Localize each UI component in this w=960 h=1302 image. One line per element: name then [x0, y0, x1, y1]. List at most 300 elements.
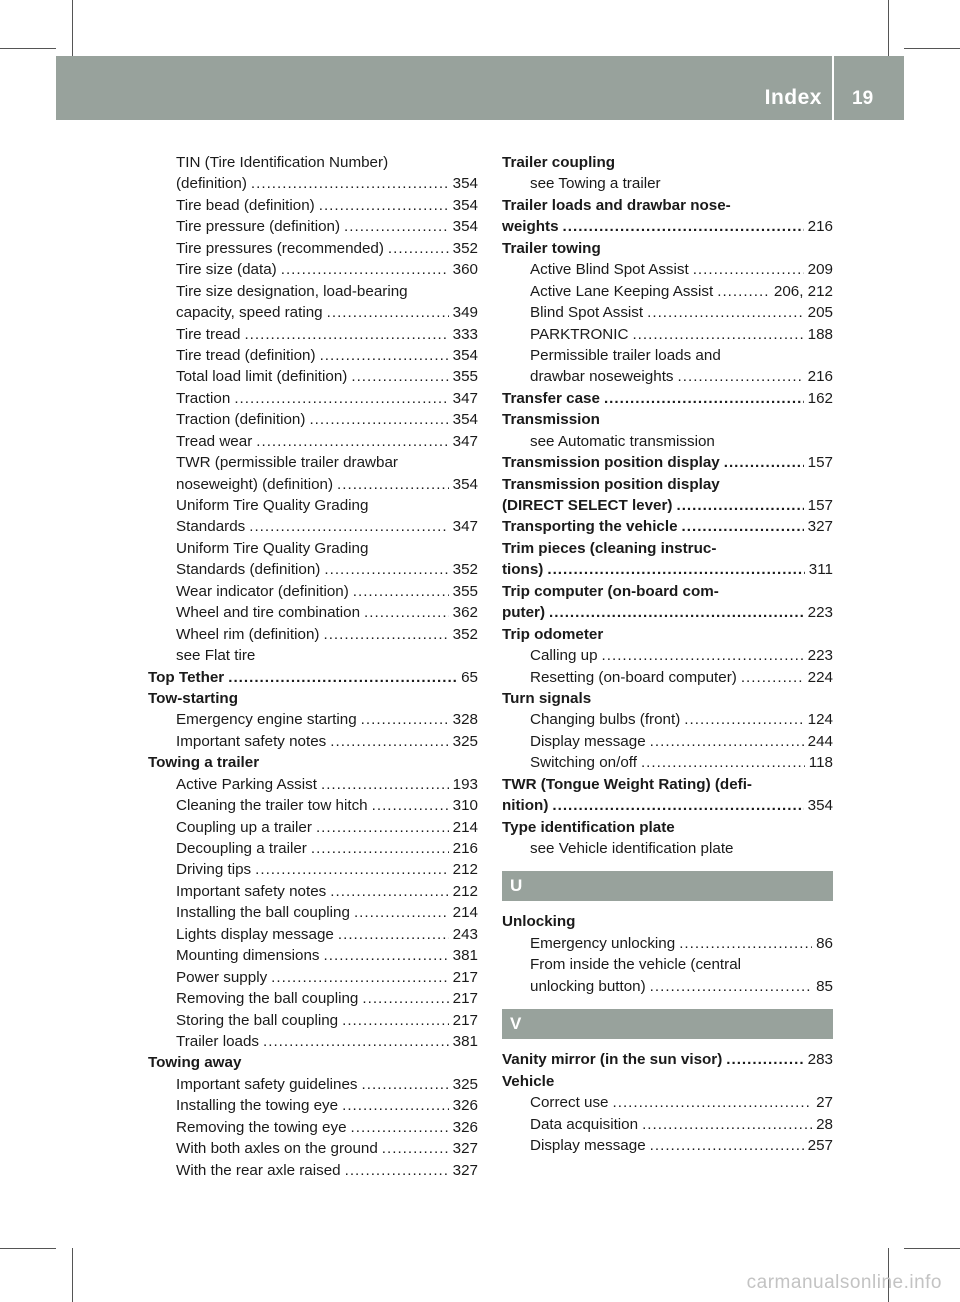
leader-dots [547, 559, 804, 580]
index-entry [148, 752, 478, 773]
index-entry [502, 152, 833, 173]
index-entry[interactable] [502, 388, 833, 409]
entry-page-number[interactable]: 327 [807, 518, 833, 536]
index-entry [148, 688, 478, 709]
index-subentry[interactable] [148, 366, 478, 387]
leader-dots [650, 976, 812, 997]
entry-page-number[interactable]: 244 [807, 732, 833, 750]
entry-page-number[interactable]: 362 [452, 604, 478, 622]
leader-dots [281, 259, 449, 280]
entry-page-number[interactable]: 354 [452, 218, 478, 236]
entry-text: Trip computer (on-board com- [502, 582, 719, 600]
entry-text: weights [502, 218, 559, 236]
index-subentry[interactable] [148, 1031, 478, 1052]
entry-text: Transmission position display [502, 454, 720, 472]
entry-page-number[interactable]: 355 [452, 368, 478, 386]
entry-page-number[interactable]: 217 [452, 990, 478, 1008]
entry-text: TIN (Tire Identification Number) [176, 154, 389, 171]
entry-page-number[interactable]: 333 [452, 325, 478, 343]
entry-text: Traction (definition) [176, 411, 306, 429]
entry-text: Uniform Tire Quality Grading [176, 539, 369, 557]
entry-text: Important safety guidelines [176, 1075, 358, 1093]
index-subentry[interactable] [148, 795, 478, 816]
entry-text: Trailer loads [176, 1032, 259, 1050]
crop-mark [888, 0, 889, 56]
entry-text: Calling up [530, 647, 598, 665]
leader-dots [679, 933, 812, 954]
entry-page-number[interactable]: 214 [452, 818, 478, 836]
entry-page-number[interactable]: 354 [807, 797, 833, 815]
index-subentry[interactable] [148, 345, 478, 366]
leader-dots [354, 902, 449, 923]
index-subentry [502, 173, 833, 194]
entry-page-number[interactable]: 28 [816, 1115, 833, 1133]
entry-page-number[interactable]: 65 [461, 668, 478, 686]
entry-text: Transmission position display [502, 475, 720, 493]
entry-text: tions) [502, 561, 544, 579]
page-title: Index [764, 86, 822, 109]
leader-dots [327, 302, 449, 323]
entry-text: Wear indicator (definition) [176, 582, 349, 600]
index-subentry[interactable] [148, 924, 478, 945]
index-entry[interactable] [502, 559, 833, 580]
index-subentry[interactable] [148, 431, 478, 452]
entry-page-number[interactable]: 206, 212 [773, 282, 833, 300]
index-subentry[interactable] [502, 731, 833, 752]
entry-page-number[interactable]: 349 [452, 304, 478, 322]
index-entry[interactable] [502, 495, 833, 516]
entry-page-number[interactable]: 310 [452, 797, 478, 815]
leader-dots [647, 302, 804, 323]
leader-dots [321, 774, 449, 795]
index-subentry[interactable] [502, 324, 833, 345]
entry-page-number[interactable]: 216 [807, 368, 833, 386]
index-subentry[interactable] [148, 195, 478, 216]
entry-page-number[interactable]: 352 [452, 239, 478, 257]
entry-text: Uniform Tire Quality Grading [176, 497, 369, 514]
entry-text: Removing the towing eye [176, 1118, 347, 1136]
entry-text: puter) [502, 604, 546, 622]
entry-text: Driving tips [176, 861, 252, 879]
leader-dots [256, 431, 448, 452]
leader-dots [613, 1092, 813, 1113]
index-subentry[interactable] [148, 388, 478, 409]
index-entry[interactable] [148, 667, 478, 688]
leader-dots [364, 602, 449, 623]
entry-text: Wheel and tire combination [176, 604, 361, 622]
entry-page-number[interactable]: 157 [807, 454, 833, 472]
index-subentry[interactable] [148, 945, 478, 966]
index-subentry[interactable] [502, 1114, 833, 1135]
entry-text: PARKTRONIC [530, 325, 629, 343]
leader-dots [682, 516, 804, 537]
leader-dots [338, 924, 449, 945]
index-subentry[interactable] [148, 516, 478, 537]
index-entry[interactable] [502, 452, 833, 473]
entry-text: Active Blind Spot Assist [530, 261, 689, 279]
leader-dots [641, 752, 805, 773]
entry-text: Cleaning the trailer tow hitch [176, 797, 368, 815]
entry-text: TWR (Tongue Weight Rating) (defi- [502, 775, 752, 793]
leader-dots [311, 838, 449, 859]
entry-text: Standards (definition) [176, 561, 321, 579]
leader-dots [362, 988, 448, 1009]
entry-text: Tire pressure (definition) [176, 218, 341, 236]
entry-page-number[interactable]: 86 [816, 934, 833, 952]
entry-page-number[interactable]: 217 [452, 968, 478, 986]
entry-text: Blind Spot Assist [530, 304, 644, 322]
crop-mark [0, 1248, 56, 1249]
entry-page-number[interactable]: 352 [452, 561, 478, 579]
leader-dots [650, 1135, 804, 1156]
entry-text: noseweight) (definition) [176, 475, 334, 493]
entry-page-number[interactable]: 223 [807, 604, 833, 622]
entry-page-number[interactable]: 347 [452, 389, 478, 407]
leader-dots [323, 624, 448, 645]
leader-dots [563, 216, 804, 237]
leader-dots [650, 731, 804, 752]
entry-text: Storing the ball coupling [176, 1011, 339, 1029]
entry-text: Traction [176, 389, 231, 407]
entry-page-number[interactable]: 124 [807, 711, 833, 729]
leader-dots [309, 409, 448, 430]
entry-text: Mounting dimensions [176, 947, 320, 965]
entry-text: Coupling up a trailer [176, 818, 312, 836]
index-entry [502, 911, 833, 932]
entry-page-number[interactable]: 327 [452, 1140, 478, 1158]
index-subentry[interactable] [502, 1092, 833, 1113]
entry-page-number[interactable]: 85 [816, 977, 833, 995]
entry-page-number[interactable]: 212 [452, 882, 478, 900]
entry-page-number[interactable]: 326 [452, 1097, 478, 1115]
entry-text: see Towing a trailer [530, 175, 661, 193]
entry-text: Emergency engine starting [176, 711, 357, 729]
entry-text: Trailer loads and drawbar nose- [502, 196, 731, 214]
index-subentry[interactable] [148, 302, 478, 323]
entry-text: Turn signals [502, 689, 592, 707]
entry-text: Type identification plate [502, 818, 675, 836]
watermark: carmanualsonline.info [746, 1272, 942, 1293]
index-section-header: U [502, 871, 833, 901]
entry-text: Display message [530, 1136, 646, 1154]
leader-dots [726, 1049, 803, 1070]
index-section-header: V [502, 1009, 833, 1039]
entry-text: Vehicle [502, 1072, 555, 1090]
entry-page-number[interactable]: 354 [452, 346, 478, 364]
entry-text: (DIRECT SELECT lever) [502, 497, 673, 514]
index-entry [502, 774, 833, 795]
crop-mark [72, 0, 73, 56]
entry-page-number[interactable]: 257 [807, 1136, 833, 1154]
index-subentry[interactable] [502, 752, 833, 773]
leader-dots [604, 388, 804, 409]
header-divider [832, 56, 834, 120]
index-subentry[interactable] [148, 902, 478, 923]
index-subentry[interactable] [502, 281, 833, 302]
leader-dots [642, 1114, 812, 1135]
leader-dots [228, 667, 457, 688]
entry-page-number[interactable]: 381 [452, 1032, 478, 1050]
index-subentry [148, 495, 478, 516]
leader-dots [632, 324, 803, 345]
index-subentry[interactable] [148, 1074, 478, 1095]
index-entry [148, 1052, 478, 1073]
leader-dots [724, 452, 804, 473]
index-subentry[interactable] [148, 409, 478, 430]
entry-page-number[interactable]: 209 [807, 261, 833, 279]
entry-page-number[interactable]: 355 [452, 582, 478, 600]
index-subentry[interactable] [502, 645, 833, 666]
entry-text: Standards [176, 518, 246, 536]
leader-dots [263, 1031, 449, 1052]
index-subentry [148, 645, 478, 666]
entry-text: Trim pieces (cleaning instruc- [502, 539, 717, 557]
index-subentry[interactable] [148, 838, 478, 859]
index-subentry[interactable] [502, 1135, 833, 1156]
index-subentry[interactable] [502, 709, 833, 730]
index-subentry[interactable] [148, 1095, 478, 1116]
entry-page-number[interactable]: 224 [807, 668, 833, 686]
index-entry [502, 409, 833, 430]
index-subentry[interactable] [148, 602, 478, 623]
index-entry [502, 817, 833, 838]
index-entry[interactable] [502, 602, 833, 623]
entry-text: Tire pressures (recommended) [176, 239, 384, 257]
index-subentry [502, 345, 833, 366]
index-subentry[interactable] [148, 1117, 478, 1138]
entry-page-number[interactable]: 326 [452, 1118, 478, 1136]
entry-text: Data acquisition [530, 1115, 639, 1133]
index-subentry[interactable] [148, 216, 478, 237]
entry-page-number[interactable]: 216 [807, 218, 833, 236]
index-subentry[interactable] [148, 259, 478, 280]
leader-dots [351, 366, 448, 387]
leader-dots [342, 1010, 449, 1031]
entry-text: see Vehicle identification plate [530, 840, 734, 857]
leader-dots [549, 602, 804, 623]
entry-text: see Flat tire [176, 647, 256, 665]
entry-text: Decoupling a trailer [176, 840, 307, 857]
index-subentry[interactable] [148, 324, 478, 345]
entry-text: Trailer towing [502, 239, 601, 257]
index-subentry [502, 954, 833, 975]
entry-text: Wheel rim (definition) [176, 625, 320, 643]
index-subentry[interactable] [148, 474, 478, 495]
index-subentry[interactable] [148, 881, 478, 902]
entry-text: With both axles on the ground [176, 1140, 378, 1158]
leader-dots [372, 795, 449, 816]
entry-text: Transporting the vehicle [502, 518, 678, 536]
entry-page-number[interactable]: 354 [452, 411, 478, 429]
entry-page-number[interactable]: 216 [452, 840, 478, 857]
entry-page-number[interactable]: 217 [452, 1011, 478, 1029]
index-subentry[interactable] [502, 366, 833, 387]
entry-page-number[interactable]: 214 [452, 904, 478, 922]
entry-text: From inside the vehicle (central [530, 956, 742, 974]
entry-text: Tread wear [176, 432, 253, 450]
index-subentry[interactable] [148, 731, 478, 752]
crop-mark [904, 1248, 960, 1249]
entry-text: TWR (permissible trailer drawbar [176, 454, 398, 472]
entry-text: Tire size designation, load-bearing [176, 282, 408, 300]
entry-page-number[interactable]: 325 [452, 732, 478, 750]
entry-text: Tow-starting [148, 689, 238, 707]
entry-page-number[interactable]: 118 [808, 754, 833, 772]
entry-text: Correct use [530, 1094, 609, 1112]
entry-page-number[interactable]: 311 [808, 561, 833, 579]
entry-text: Towing away [148, 1054, 242, 1072]
leader-dots [234, 388, 448, 409]
entry-page-number[interactable]: 223 [807, 647, 833, 665]
entry-page-number[interactable]: 193 [452, 775, 478, 793]
leader-dots [330, 881, 448, 902]
entry-text: Changing bulbs (front) [530, 711, 681, 729]
entry-page-number[interactable]: 243 [452, 925, 478, 943]
entry-text: Power supply [176, 968, 268, 986]
leader-dots [388, 238, 449, 259]
leader-dots [324, 559, 448, 580]
entry-page-number[interactable]: 328 [452, 711, 478, 729]
entry-page-number[interactable]: 352 [452, 625, 478, 643]
entry-text: Tire tread (definition) [176, 346, 316, 364]
index-subentry[interactable] [148, 238, 478, 259]
entry-text: Vanity mirror (in the sun visor) [502, 1051, 723, 1069]
entry-page-number[interactable]: 27 [816, 1094, 833, 1112]
crop-mark [0, 48, 56, 49]
index-subentry[interactable] [148, 581, 478, 602]
leader-dots [361, 709, 449, 730]
entry-text: see Automatic transmission [530, 432, 715, 450]
index-subentry [502, 838, 833, 859]
leader-dots [602, 645, 804, 666]
entry-page-number[interactable]: 325 [452, 1075, 478, 1093]
entry-page-number[interactable]: 354 [452, 475, 478, 493]
index-subentry[interactable] [148, 173, 478, 194]
entry-page-number[interactable]: 212 [452, 861, 478, 879]
entry-text: Top Tether [148, 668, 225, 686]
entry-text: capacity, speed rating [176, 304, 323, 322]
entry-text: Transmission [502, 411, 600, 429]
index-subentry[interactable] [148, 774, 478, 795]
index-subentry [148, 452, 478, 473]
index-entry[interactable] [502, 516, 833, 537]
index-subentry[interactable] [502, 667, 833, 688]
leader-dots [693, 259, 804, 280]
entry-page-number[interactable]: 381 [452, 947, 478, 965]
entry-text: Tire bead (definition) [176, 196, 315, 214]
index-column-right [502, 152, 833, 1156]
leader-dots [684, 709, 803, 730]
entry-text: Trailer coupling [502, 154, 616, 171]
entry-text: Important safety notes [176, 732, 327, 750]
index-entry[interactable] [502, 216, 833, 237]
leader-dots [344, 216, 449, 237]
entry-text: Display message [530, 732, 646, 750]
index-entry[interactable] [502, 1049, 833, 1070]
index-subentry[interactable] [502, 259, 833, 280]
entry-text: Active Parking Assist [176, 775, 317, 793]
entry-page-number[interactable]: 157 [807, 497, 833, 514]
index-entry [502, 688, 833, 709]
leader-dots [552, 795, 803, 816]
leader-dots [244, 324, 448, 345]
entry-text: Important safety notes [176, 882, 327, 900]
index-subentry[interactable] [148, 1160, 478, 1181]
entry-page-number[interactable]: 283 [807, 1051, 833, 1069]
entry-text: Emergency unlocking [530, 934, 676, 952]
index-subentry[interactable] [148, 817, 478, 838]
entry-text: (definition) [176, 175, 247, 193]
crop-mark [72, 1248, 73, 1302]
leader-dots [382, 1138, 449, 1159]
index-subentry[interactable] [148, 709, 478, 730]
index-subentry [148, 152, 478, 173]
entry-text: Resetting (on-board computer) [530, 668, 737, 686]
index-subentry[interactable] [502, 302, 833, 323]
entry-text: Tire tread [176, 325, 241, 343]
entry-text: Lights display message [176, 925, 334, 943]
entry-text: Installing the ball coupling [176, 904, 350, 922]
index-subentry[interactable] [148, 967, 478, 988]
leader-dots [345, 1160, 449, 1181]
entry-page-number[interactable]: 347 [452, 518, 478, 536]
leader-dots [678, 366, 804, 387]
index-subentry[interactable] [148, 859, 478, 880]
index-subentry [148, 281, 478, 302]
leader-dots [271, 967, 448, 988]
index-subentry[interactable] [502, 933, 833, 954]
leader-dots [319, 195, 449, 216]
entry-page-number[interactable]: 188 [807, 325, 833, 343]
leader-dots [324, 945, 449, 966]
index-entry [502, 538, 833, 559]
entry-page-number[interactable]: 354 [452, 196, 478, 214]
entry-page-number[interactable]: 162 [807, 389, 833, 407]
index-subentry[interactable] [148, 559, 478, 580]
leader-dots [351, 1117, 449, 1138]
entry-text: Total load limit (definition) [176, 368, 348, 386]
index-subentry[interactable] [148, 624, 478, 645]
entry-page-number[interactable]: 327 [452, 1161, 478, 1179]
leader-dots [251, 173, 449, 194]
index-entry [502, 474, 833, 495]
entry-text: Installing the towing eye [176, 1097, 339, 1115]
index-subentry[interactable] [148, 988, 478, 1009]
index-subentry[interactable] [148, 1138, 478, 1159]
page-number: 19 [852, 88, 874, 109]
index-subentry [148, 538, 478, 559]
index-entry [502, 624, 833, 645]
index-subentry[interactable] [502, 976, 833, 997]
leader-dots [320, 345, 449, 366]
index-entry [502, 581, 833, 602]
entry-text: With the rear axle raised [176, 1161, 341, 1179]
index-entry[interactable] [502, 795, 833, 816]
entry-text: Trip odometer [502, 625, 604, 643]
leader-dots [676, 495, 803, 516]
entry-page-number[interactable]: 354 [452, 175, 478, 193]
entry-page-number[interactable]: 360 [452, 261, 478, 279]
entry-page-number[interactable]: 205 [807, 304, 833, 322]
leader-dots [717, 281, 770, 302]
leader-dots [342, 1095, 449, 1116]
entry-text: Transfer case [502, 389, 600, 407]
entry-text: Unlocking [502, 913, 576, 931]
index-subentry[interactable] [148, 1010, 478, 1031]
leader-dots [249, 516, 448, 537]
entry-text: unlocking button) [530, 977, 646, 995]
entry-page-number[interactable]: 347 [452, 432, 478, 450]
